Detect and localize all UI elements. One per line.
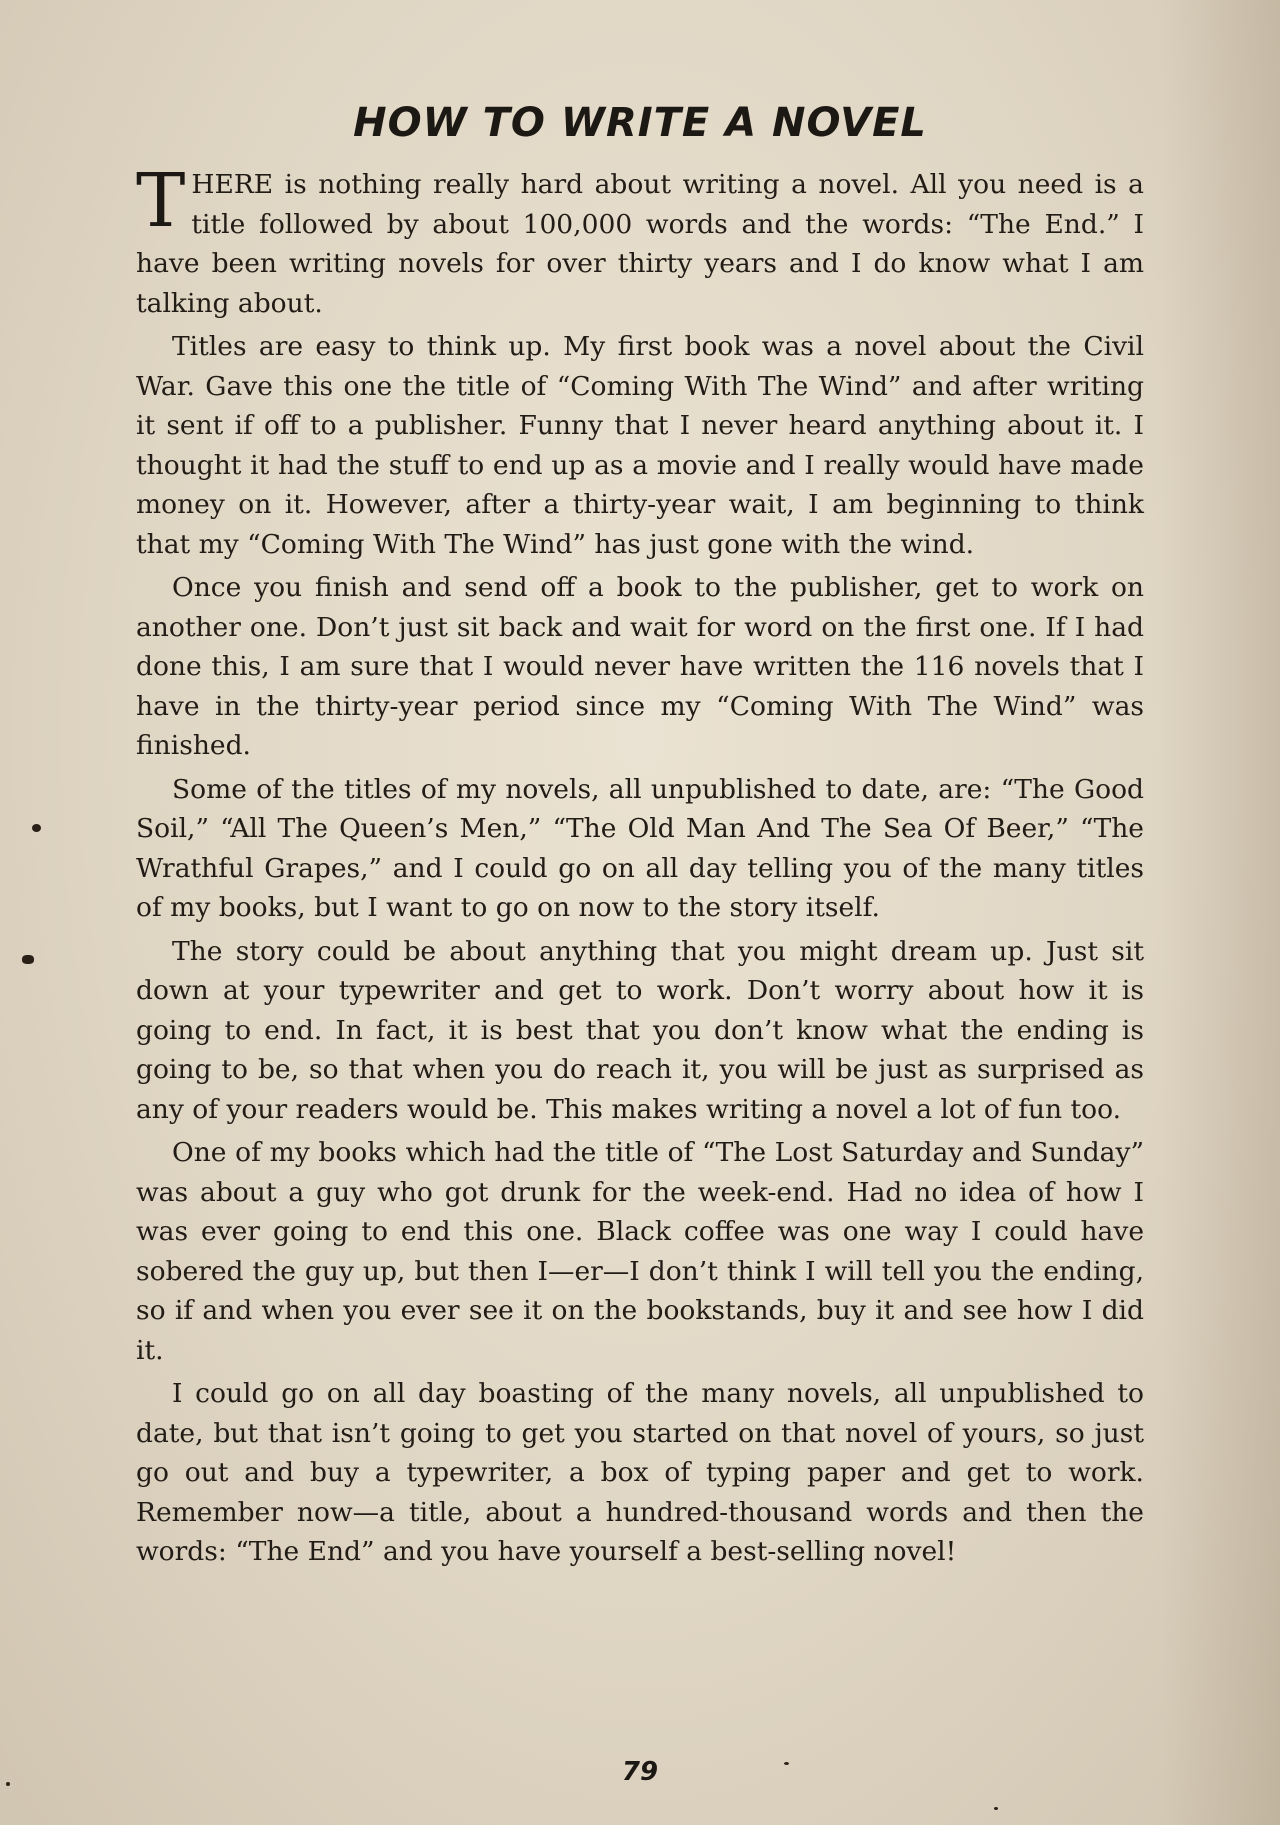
paragraph-6: One of my books which had the title of “The Lost Saturday and Sunday” was about a guy who got drunk for the week-end. Had no idea of how I was ever going to end this one. Black coffee was one way I could have sobered the guy up, but then I—er—I don’t think I will tell you the ending, so if and when you ever see it on the bookstands, buy it and see how I did it.	[136, 1137, 1144, 1366]
ink-speck	[994, 1807, 998, 1810]
paragraph-5: The story could be about anything that you might dream up. Just sit down at your typewriter and get to work. Don’t worry about how it is going to end. In fact, it is best that you don’t know what the ending is going to be, so that when you do reach it, you will be just as surprised as any of your readers would be. This makes writing a novel a lot of fun too.	[136, 935, 1144, 1125]
article-body	[136, 158, 1144, 1576]
ink-speck	[6, 1782, 10, 1786]
paragraph-1-text: HERE is nothing really hard about writing a novel. All you need is a title followed by about 100,000 words and the words: “The End.” I have been writing novels for over thirty years and I do know what I am talking about.	[136, 169, 1144, 319]
paragraph-3: Once you finish and send off a book to the publisher, get to work on another one. Don’t just sit back and wait for word on the first one. If I had done this, I am sure that I would never have written the 116 novels that I have in the thirty-year period since my “Coming With The Wind” was finished.	[136, 572, 1144, 761]
paragraph-4: Some of the titles of my novels, all unpublished to date, are: “The Good Soil,” “All The Queen’s Men,” “The Old Man And The Sea Of Beer,” “The Wrathful Grapes,” and I could go on all day telling you of the many titles of my books, but I want to go on now to the story itself.	[136, 773, 1144, 923]
ink-speck	[22, 955, 34, 964]
page-number: 79	[621, 1757, 659, 1787]
paragraph-7: I could go on all day boasting of the many novels, all unpublished to date, but that isn’t going to get you started on that novel of yours, so just go out and buy a typewriter, a box of typing paper and get to work. Remember now—a title, about a hundred-thousand words and then the words: “The End” and you have yourself a best-selling novel!	[136, 1378, 1144, 1567]
paragraph-2: Titles are easy to think up. My first book was a novel about the Civil War. Gave this one the title of “Coming With The Wind” and after writing it sent if off to a publisher. Funny that I never heard anything about it. I thought it had the stuff to end up as a movie and I really would have made money on it. However, after a thirty-year wait, I am beginning to think that my “Coming With The Wind” has just gone with the wind.	[136, 331, 1144, 560]
drop-cap: T	[136, 158, 186, 244]
paragraph-1	[136, 158, 1144, 323]
ink-speck	[32, 824, 41, 832]
article-title: HOW TO WRITE A NOVEL	[353, 100, 927, 146]
ink-speck	[784, 1762, 789, 1765]
